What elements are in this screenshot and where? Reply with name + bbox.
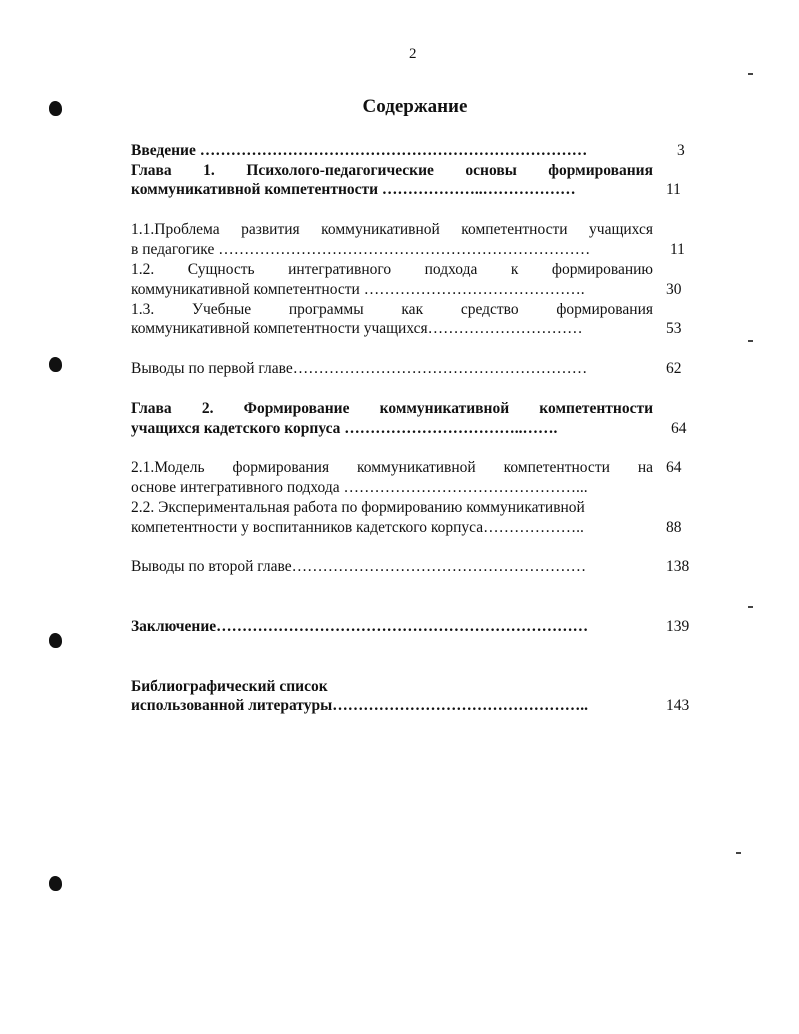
toc-page-bibliography: 143 xyxy=(666,697,690,714)
toc-page-section-1-1: 11 xyxy=(670,241,685,258)
punch-hole xyxy=(49,101,62,116)
punch-hole xyxy=(49,876,62,891)
toc-entry-section-1-1-cont: в педагогике ……………………………………………………………… xyxy=(131,241,591,258)
toc-entry-section-1-2-cont: коммуникативной компетентности ……………………………………. xyxy=(131,281,585,298)
toc-entry-section-2-1: 2.1.Модель формирования коммуникативной компетентности на xyxy=(131,459,653,476)
page-title: Содержание xyxy=(362,96,468,117)
toc-entry-bibliography-cont: использованной литературы………………………………………….. xyxy=(131,697,588,714)
toc-page-section-1-3: 53 xyxy=(666,320,682,337)
toc-page-intro: 3 xyxy=(677,142,685,159)
toc-entry-section-1-3-cont: коммуникативной компетентности учащихся………………………… xyxy=(131,320,583,337)
toc-entry-intro: Введение ………………………………………………………………… xyxy=(131,142,588,159)
page-number: 2 xyxy=(409,46,417,62)
toc-page-section-1-2: 30 xyxy=(666,281,682,298)
toc-page-conclusions-1: 62 xyxy=(666,360,682,377)
scan-speck xyxy=(748,340,753,342)
toc-page-chapter-2: 64 xyxy=(671,420,687,437)
toc-entry-chapter-1-cont: коммуникативной компетентности ………………..……………… xyxy=(131,181,576,198)
toc-entry-chapter-2-cont: учащихся кадетского корпуса ……………………………..……. xyxy=(131,420,558,437)
punch-hole xyxy=(49,633,62,648)
toc-entry-conclusions-2: Выводы по второй главе………………………………………………… xyxy=(131,558,587,575)
toc-page-section-2-2: 88 xyxy=(666,519,682,536)
toc-entry-section-1-1: 1.1.Проблема развития коммуникативной компетентности учащихся xyxy=(131,221,653,238)
toc-page-chapter-1: 11 xyxy=(666,181,681,198)
toc-page-conclusions-2: 138 xyxy=(666,558,690,575)
scan-speck xyxy=(748,606,753,608)
scan-speck xyxy=(748,73,753,75)
toc-entry-chapter-2: Глава 2. Формирование коммуникативной компетентности xyxy=(131,400,653,417)
toc-entry-conclusion: Заключение……………………………………………………………… xyxy=(131,618,589,635)
toc-entry-bibliography: Библиографический список xyxy=(131,678,328,695)
toc-entry-section-2-2-cont: компетентности у воспитанников кадетского корпуса……………….. xyxy=(131,519,584,536)
punch-hole xyxy=(49,357,62,372)
scan-speck xyxy=(736,852,741,854)
toc-entry-section-1-3: 1.3. Учебные программы как средство формирования xyxy=(131,301,653,318)
toc-entry-chapter-1: Глава 1. Психолого-педагогические основы формирования xyxy=(131,162,653,179)
toc-page-conclusion: 139 xyxy=(666,618,690,635)
toc-entry-section-1-2: 1.2. Сущность интегративного подхода к формированию xyxy=(131,261,653,278)
toc-entry-section-2-1-cont: основе интегративного подхода ………………………………………... xyxy=(131,479,588,496)
toc-page-section-2-1: 64 xyxy=(666,459,682,476)
toc-entry-section-2-2: 2.2. Экспериментальная работа по формированию коммуникативной xyxy=(131,499,585,516)
toc-entry-conclusions-1: Выводы по первой главе………………………………………………… xyxy=(131,360,588,377)
